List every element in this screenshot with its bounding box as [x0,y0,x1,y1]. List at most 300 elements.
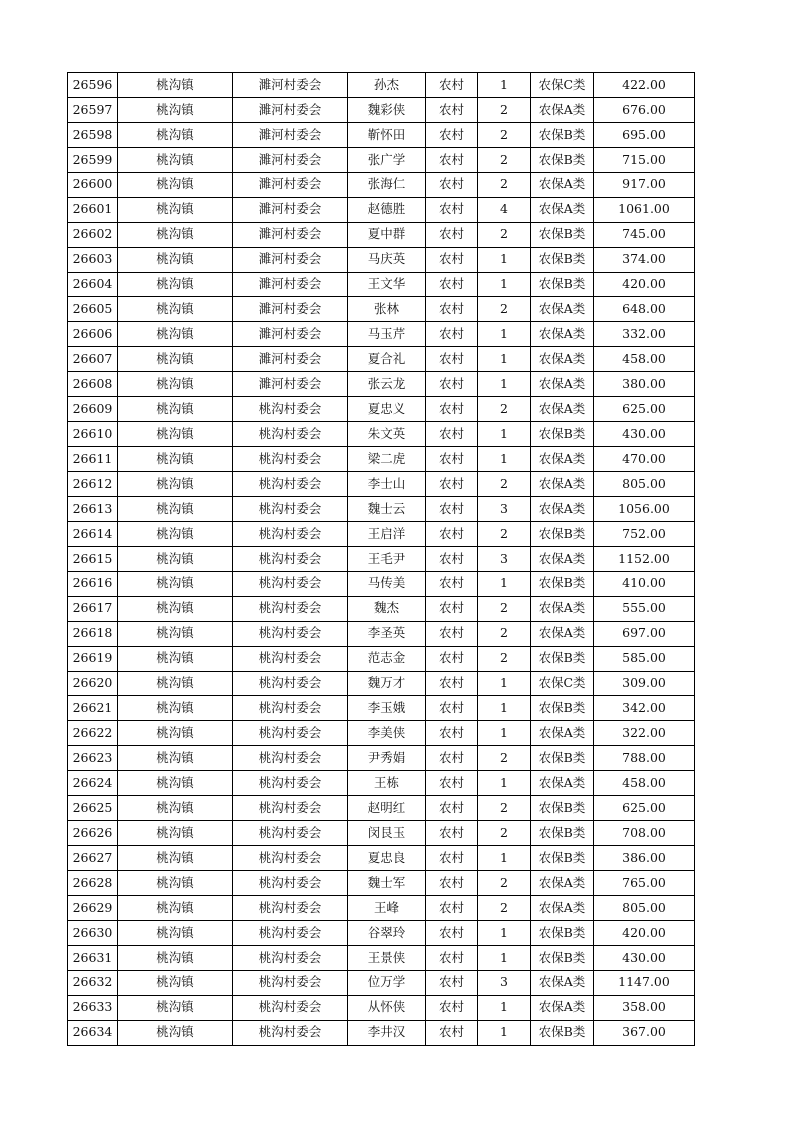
cell-area: 农村 [426,596,478,621]
cell-name: 范志金 [348,646,426,671]
table-body [68,73,695,1046]
cell-category: 农保B类 [531,147,594,172]
cell-village: 桃沟村委会 [233,671,348,696]
table-row [68,871,695,896]
cell-count: 1 [478,322,531,347]
cell-name: 王栋 [348,771,426,796]
cell-village: 桃沟村委会 [233,846,348,871]
cell-count: 2 [478,122,531,147]
cell-amount: 585.00 [594,646,695,671]
cell-category: 农保A类 [531,546,594,571]
cell-amount: 430.00 [594,945,695,970]
cell-area: 农村 [426,372,478,397]
cell-town: 桃沟镇 [118,97,233,122]
cell-count: 3 [478,546,531,571]
cell-area: 农村 [426,272,478,297]
table-row [68,895,695,920]
cell-id: 26597 [68,97,118,122]
cell-town: 桃沟镇 [118,447,233,472]
cell-id: 26628 [68,871,118,896]
cell-amount: 625.00 [594,397,695,422]
cell-amount: 342.00 [594,696,695,721]
cell-count: 2 [478,521,531,546]
cell-town: 桃沟镇 [118,322,233,347]
table-row [68,197,695,222]
cell-village: 桃沟村委会 [233,945,348,970]
cell-area: 农村 [426,546,478,571]
table-row [68,596,695,621]
cell-amount: 420.00 [594,272,695,297]
cell-amount: 788.00 [594,746,695,771]
cell-area: 农村 [426,472,478,497]
cell-name: 王毛尹 [348,546,426,571]
cell-count: 1 [478,846,531,871]
cell-id: 26618 [68,621,118,646]
cell-count: 2 [478,796,531,821]
cell-id: 26615 [68,546,118,571]
cell-amount: 322.00 [594,721,695,746]
cell-village: 桃沟村委会 [233,422,348,447]
cell-category: 农保A类 [531,496,594,521]
cell-id: 26610 [68,422,118,447]
table-row [68,397,695,422]
cell-category: 农保A类 [531,871,594,896]
cell-id: 26625 [68,796,118,821]
cell-amount: 1056.00 [594,496,695,521]
cell-town: 桃沟镇 [118,272,233,297]
table-row [68,970,695,995]
cell-count: 3 [478,496,531,521]
cell-amount: 1152.00 [594,546,695,571]
table-row [68,272,695,297]
cell-village: 桃沟村委会 [233,796,348,821]
cell-town: 桃沟镇 [118,172,233,197]
cell-amount: 386.00 [594,846,695,871]
cell-name: 赵明红 [348,796,426,821]
table-row [68,172,695,197]
cell-amount: 697.00 [594,621,695,646]
cell-name: 闵艮玉 [348,821,426,846]
cell-town: 桃沟镇 [118,846,233,871]
cell-id: 26623 [68,746,118,771]
cell-category: 农保B类 [531,920,594,945]
cell-area: 农村 [426,696,478,721]
cell-area: 农村 [426,945,478,970]
cell-count: 1 [478,696,531,721]
cell-village: 濉河村委会 [233,372,348,397]
cell-area: 农村 [426,621,478,646]
cell-area: 农村 [426,796,478,821]
cell-name: 赵德胜 [348,197,426,222]
cell-town: 桃沟镇 [118,721,233,746]
cell-amount: 695.00 [594,122,695,147]
cell-amount: 1061.00 [594,197,695,222]
cell-name: 李井汉 [348,1020,426,1045]
cell-name: 张广学 [348,147,426,172]
table-row [68,621,695,646]
cell-area: 农村 [426,895,478,920]
cell-amount: 676.00 [594,97,695,122]
cell-id: 26634 [68,1020,118,1045]
table-row [68,322,695,347]
cell-village: 桃沟村委会 [233,995,348,1020]
cell-amount: 648.00 [594,297,695,322]
cell-category: 农保B类 [531,571,594,596]
cell-name: 马玉芹 [348,322,426,347]
cell-count: 2 [478,297,531,322]
cell-village: 濉河村委会 [233,347,348,372]
cell-village: 濉河村委会 [233,97,348,122]
cell-category: 农保A类 [531,721,594,746]
cell-id: 26627 [68,846,118,871]
cell-name: 魏彩侠 [348,97,426,122]
cell-town: 桃沟镇 [118,995,233,1020]
table-row [68,796,695,821]
cell-town: 桃沟镇 [118,621,233,646]
table-row [68,571,695,596]
cell-area: 农村 [426,646,478,671]
cell-count: 1 [478,247,531,272]
cell-name: 朱文英 [348,422,426,447]
cell-amount: 917.00 [594,172,695,197]
cell-village: 濉河村委会 [233,222,348,247]
cell-count: 2 [478,596,531,621]
cell-town: 桃沟镇 [118,596,233,621]
cell-town: 桃沟镇 [118,945,233,970]
cell-count: 1 [478,73,531,98]
table-row [68,995,695,1020]
cell-amount: 358.00 [594,995,695,1020]
cell-town: 桃沟镇 [118,546,233,571]
cell-category: 农保A类 [531,895,594,920]
table-row [68,920,695,945]
cell-area: 农村 [426,322,478,347]
cell-village: 濉河村委会 [233,147,348,172]
cell-name: 李美侠 [348,721,426,746]
cell-count: 2 [478,472,531,497]
cell-area: 农村 [426,172,478,197]
cell-count: 1 [478,671,531,696]
cell-id: 26596 [68,73,118,98]
cell-village: 桃沟村委会 [233,621,348,646]
cell-area: 农村 [426,147,478,172]
cell-area: 农村 [426,447,478,472]
cell-category: 农保B类 [531,122,594,147]
cell-amount: 765.00 [594,871,695,896]
cell-id: 26629 [68,895,118,920]
table-row [68,646,695,671]
table-row [68,97,695,122]
cell-village: 桃沟村委会 [233,970,348,995]
cell-town: 桃沟镇 [118,521,233,546]
cell-area: 农村 [426,397,478,422]
cell-count: 1 [478,347,531,372]
cell-count: 1 [478,995,531,1020]
cell-amount: 625.00 [594,796,695,821]
cell-category: 农保A类 [531,970,594,995]
cell-town: 桃沟镇 [118,397,233,422]
cell-name: 张海仁 [348,172,426,197]
cell-area: 农村 [426,846,478,871]
cell-area: 农村 [426,122,478,147]
cell-town: 桃沟镇 [118,496,233,521]
table-row [68,447,695,472]
cell-town: 桃沟镇 [118,73,233,98]
cell-category: 农保B类 [531,945,594,970]
cell-amount: 715.00 [594,147,695,172]
cell-id: 26620 [68,671,118,696]
cell-category: 农保A类 [531,297,594,322]
table-row [68,222,695,247]
cell-town: 桃沟镇 [118,472,233,497]
table-row [68,472,695,497]
cell-category: 农保A类 [531,995,594,1020]
cell-count: 3 [478,970,531,995]
cell-area: 农村 [426,422,478,447]
cell-category: 农保A类 [531,347,594,372]
cell-town: 桃沟镇 [118,920,233,945]
cell-name: 王文华 [348,272,426,297]
cell-count: 1 [478,372,531,397]
cell-name: 梁二虎 [348,447,426,472]
cell-town: 桃沟镇 [118,821,233,846]
cell-category: 农保A类 [531,97,594,122]
cell-category: 农保B类 [531,746,594,771]
cell-area: 农村 [426,222,478,247]
table-row [68,945,695,970]
cell-village: 桃沟村委会 [233,596,348,621]
table-row [68,546,695,571]
cell-id: 26603 [68,247,118,272]
cell-count: 2 [478,621,531,646]
cell-area: 农村 [426,995,478,1020]
cell-name: 谷翠玲 [348,920,426,945]
cell-village: 濉河村委会 [233,322,348,347]
cell-name: 王启洋 [348,521,426,546]
cell-village: 桃沟村委会 [233,721,348,746]
cell-name: 马庆英 [348,247,426,272]
cell-village: 桃沟村委会 [233,646,348,671]
cell-category: 农保A类 [531,771,594,796]
cell-village: 桃沟村委会 [233,397,348,422]
cell-id: 26613 [68,496,118,521]
cell-town: 桃沟镇 [118,746,233,771]
cell-amount: 374.00 [594,247,695,272]
cell-category: 农保A类 [531,397,594,422]
cell-area: 农村 [426,1020,478,1045]
cell-count: 1 [478,447,531,472]
cell-amount: 470.00 [594,447,695,472]
cell-area: 农村 [426,671,478,696]
cell-town: 桃沟镇 [118,247,233,272]
cell-count: 1 [478,721,531,746]
table-row [68,1020,695,1045]
cell-category: 农保A类 [531,596,594,621]
cell-area: 农村 [426,920,478,945]
cell-name: 夏合礼 [348,347,426,372]
cell-id: 26604 [68,272,118,297]
table-row [68,721,695,746]
cell-area: 农村 [426,771,478,796]
cell-category: 农保B类 [531,696,594,721]
cell-name: 夏中群 [348,222,426,247]
cell-town: 桃沟镇 [118,796,233,821]
cell-village: 桃沟村委会 [233,771,348,796]
cell-count: 1 [478,920,531,945]
cell-area: 农村 [426,297,478,322]
cell-amount: 458.00 [594,347,695,372]
cell-area: 农村 [426,247,478,272]
cell-category: 农保A类 [531,472,594,497]
table-row [68,746,695,771]
cell-village: 桃沟村委会 [233,895,348,920]
cell-village: 濉河村委会 [233,272,348,297]
cell-name: 魏万才 [348,671,426,696]
cell-id: 26606 [68,322,118,347]
cell-id: 26599 [68,147,118,172]
table-row [68,73,695,98]
cell-id: 26626 [68,821,118,846]
cell-count: 2 [478,397,531,422]
records-table [67,72,695,1046]
cell-count: 2 [478,821,531,846]
cell-count: 1 [478,571,531,596]
cell-category: 农保B类 [531,422,594,447]
cell-category: 农保B类 [531,821,594,846]
cell-village: 桃沟村委会 [233,696,348,721]
cell-category: 农保A类 [531,197,594,222]
cell-area: 农村 [426,347,478,372]
cell-amount: 1147.00 [594,970,695,995]
cell-name: 从怀侠 [348,995,426,1020]
cell-name: 张云龙 [348,372,426,397]
cell-area: 农村 [426,496,478,521]
cell-count: 2 [478,147,531,172]
cell-town: 桃沟镇 [118,297,233,322]
cell-count: 1 [478,1020,531,1045]
cell-village: 濉河村委会 [233,197,348,222]
cell-amount: 422.00 [594,73,695,98]
cell-area: 农村 [426,871,478,896]
cell-id: 26602 [68,222,118,247]
cell-count: 2 [478,172,531,197]
cell-village: 桃沟村委会 [233,821,348,846]
table-row [68,771,695,796]
cell-id: 26631 [68,945,118,970]
cell-area: 农村 [426,521,478,546]
cell-town: 桃沟镇 [118,222,233,247]
cell-village: 濉河村委会 [233,122,348,147]
cell-town: 桃沟镇 [118,646,233,671]
cell-id: 26630 [68,920,118,945]
cell-id: 26619 [68,646,118,671]
cell-village: 桃沟村委会 [233,746,348,771]
cell-name: 马传美 [348,571,426,596]
table-row [68,122,695,147]
table-row [68,422,695,447]
cell-area: 农村 [426,571,478,596]
cell-name: 李士山 [348,472,426,497]
cell-amount: 367.00 [594,1020,695,1045]
cell-village: 桃沟村委会 [233,1020,348,1045]
cell-amount: 332.00 [594,322,695,347]
cell-name: 王峰 [348,895,426,920]
cell-area: 农村 [426,746,478,771]
cell-count: 2 [478,871,531,896]
cell-amount: 805.00 [594,895,695,920]
cell-count: 2 [478,895,531,920]
cell-name: 魏士云 [348,496,426,521]
cell-amount: 309.00 [594,671,695,696]
cell-village: 濉河村委会 [233,247,348,272]
cell-category: 农保B类 [531,796,594,821]
cell-amount: 410.00 [594,571,695,596]
cell-category: 农保B类 [531,521,594,546]
table-row [68,147,695,172]
table-row [68,846,695,871]
cell-name: 李玉娥 [348,696,426,721]
cell-name: 夏忠良 [348,846,426,871]
table-row [68,247,695,272]
cell-amount: 745.00 [594,222,695,247]
cell-amount: 420.00 [594,920,695,945]
table-row [68,521,695,546]
cell-village: 桃沟村委会 [233,472,348,497]
cell-count: 2 [478,746,531,771]
cell-village: 濉河村委会 [233,172,348,197]
cell-id: 26609 [68,397,118,422]
cell-town: 桃沟镇 [118,970,233,995]
table-row [68,496,695,521]
cell-town: 桃沟镇 [118,347,233,372]
cell-name: 靳怀田 [348,122,426,147]
cell-category: 农保A类 [531,172,594,197]
cell-count: 2 [478,97,531,122]
cell-id: 26616 [68,571,118,596]
cell-category: 农保A类 [531,372,594,397]
cell-village: 桃沟村委会 [233,447,348,472]
cell-town: 桃沟镇 [118,122,233,147]
cell-amount: 708.00 [594,821,695,846]
cell-id: 26614 [68,521,118,546]
cell-area: 农村 [426,73,478,98]
cell-name: 尹秀娟 [348,746,426,771]
cell-id: 26622 [68,721,118,746]
cell-amount: 380.00 [594,372,695,397]
cell-name: 魏士军 [348,871,426,896]
cell-town: 桃沟镇 [118,422,233,447]
cell-village: 桃沟村委会 [233,521,348,546]
cell-id: 26632 [68,970,118,995]
cell-category: 农保B类 [531,846,594,871]
cell-id: 26633 [68,995,118,1020]
cell-name: 张林 [348,297,426,322]
cell-name: 王景侠 [348,945,426,970]
cell-town: 桃沟镇 [118,372,233,397]
cell-category: 农保B类 [531,222,594,247]
cell-area: 农村 [426,197,478,222]
cell-name: 位万学 [348,970,426,995]
cell-count: 1 [478,771,531,796]
cell-name: 魏杰 [348,596,426,621]
cell-village: 濉河村委会 [233,73,348,98]
cell-town: 桃沟镇 [118,871,233,896]
cell-area: 农村 [426,721,478,746]
cell-category: 农保C类 [531,73,594,98]
cell-amount: 805.00 [594,472,695,497]
table-row [68,696,695,721]
cell-village: 濉河村委会 [233,297,348,322]
